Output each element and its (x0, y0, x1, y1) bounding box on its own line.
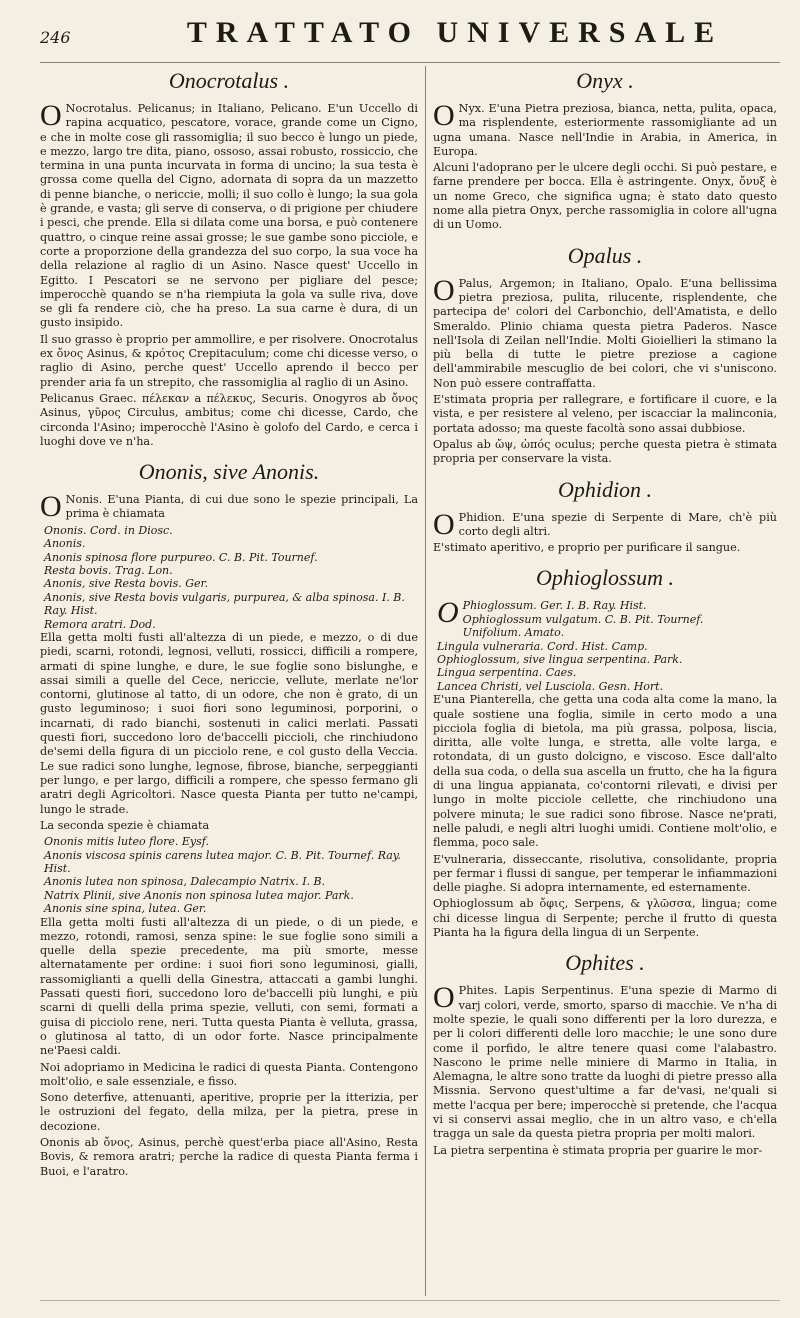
ononis-para: Ononis ab ὄνος, Asinus, perchè quest'erba piace all'Asino, Resta Bovis, & remora aratri; perche la radice di questa Pianta ferma i Buoi, e l'aratro. (40, 1136, 418, 1178)
column-divider (425, 66, 426, 1296)
onocrotalus-para-1: O Nocrotalus. Pelicanus; in Italiano, Pelicano. E'un Uccello di rapina acquatico, pescatore, vorace, grande come un Cigno, e che in molte cose gli rassomiglia; il suo becco è lungo un piede, e mezzo, largo tre dita, piano, ossoso, assai robusto, rossiccio, che termina in una punta incurvata in forma di uncino; la sua testa è grossa come quella del Cigno, adornata di sopra da un mazzetto di penne bianche, o nericcie, molli; il suo collo è lungo; la sua gola è grande, e vasta; gli serve di conserva, o di prigione per chiudere i pesci, che prende. Ella si dilata come una borsa, e può contenere quattro, o cinque reine assai grosse; le sue gambe sono picciole, e corte a proporzione della grandezza del suo corpo, la sua voce ha della relazione al raglio di un Asino. Nasce quest' Uccello in Egitto. I Pescatori se ne servono per pigliare del pesce; imperocchè quando se n'ha riempiuta la gola va sulle riva, dove se gli fa rendere ciò, che ha preso. La sua carne è dura, di un gusto insipido. (40, 99, 418, 330)
ononis-intro: O Nonis. E'una Pianta, di cui due sono le spezie principali, La prima è chiamata (40, 490, 418, 524)
running-head-title: TRATTATO UNIVERSALE (186, 16, 724, 49)
ononis-synonym: Anonis viscosa spinis carens lutea major. C. B. Pit. Tournef. Ray. Hist. (44, 848, 402, 875)
dropcap: O (433, 99, 455, 132)
ononis-synonym: Ononis mitis luteo flore. Eysf. (44, 835, 209, 849)
left-column (40, 68, 418, 1181)
ononis-synonym: Anonis lutea non spinosa, Dalecampio Natrix. I. B. (44, 875, 326, 889)
ononis-synonym: Anonis sine spina, lutea. Ger. (44, 902, 207, 916)
entry-title-ophioglossum: Ophioglossum . (535, 565, 675, 591)
ononis-synonym: Anonis. (44, 537, 86, 551)
ophioglossum-synonym: Unifolium. Amato. (462, 626, 565, 640)
ononis-synonym: Anonis spinosa flore purpureo. C. B. Pit. Tournef. (44, 550, 318, 564)
ophites-para: La pietra serpentina è stimata propria per guarire le mor- (433, 1143, 763, 1157)
ophioglossum-synonym: Lingua serpentina. Caes. (437, 666, 577, 680)
entry-title-ononis: Ononis, sive Anonis. (138, 459, 320, 485)
dropcap: O (40, 490, 62, 524)
ononis-para: Sono deterfive, attenuanti, aperitive, proprie per la itterizia, per le ostruzioni del fegato, della milza, per la pietra, prese in decozione. (40, 1091, 418, 1133)
ophidion-para: O Phidion. E'una spezie di Serpente di Mare, ch'è più corto degli altri. (433, 507, 777, 541)
entry-title-opalus: Opalus . (567, 242, 643, 268)
page-number: 246 (40, 28, 71, 47)
ophioglossum-para: E'una Pianterella, che getta una coda alta come la mano, la quale sostiene una foglia, simile in certo modo a una picciola foglia di bietola, ma più grassa, polposa, liscia, diritta, alle volte lunga, e stretta, alle volte larga, e rotondata, di un gusto dolcigno, e viscoso. Esce dall'alto della sua coda, o della sua ascella un frutto, che ha la figura di una lingua appianata, co'contorni rilevati, e divisi per lungo in molte picciole cellette, che rinchiudono una polvere minuta; le sue radici sono fibrose. Nasce ne'prati, nelle paludi, e negli altri luoghi umidi. Contiene molt'olio, e flemma, poco sale. (433, 693, 777, 850)
ononis-synonym: Natrix Plinii, sive Anonis non spinosa lutea major. Park. (44, 888, 354, 902)
right-column (433, 68, 777, 1160)
ophites-para: O Phites. Lapis Serpentinus. E'una spezie di Marmo di varj colori, verde, smorto, sparso di macchie. Ve n'ha di molte spezie, le quali sono differenti per la loro durezza, e per li colori differenti delle loro macchie; le une sono dure come il porfido, le altre tenere quasi come l'alabastro. Nascono le prime nelle miniere di Marmo in Italia, in Alemagna, le altre sono tratte da luoghi di pietre presso alla Missnia. Servono quest'ultime a far de'vasi, ne'quali si mette l'acqua per bere; imperocchè si pretende, che l'acqua vi si conservi assai meglio, che in un altro vaso, e ch'ella tragga un sale da questa pietra propria per molti malori. (433, 981, 777, 1141)
ophioglossum-synonym: Ophioglossum, sive lingua serpentina. Park. (437, 653, 683, 667)
onocrotalus-para-3: Pelicanus Graec. πέλεκαν a πέλεκυς, Securis. Onogyros ab ὄνος Asinus, γῦρος Circulus, ambitus; come chi dicesse, Cardo, che circonda l'Asino; imperocchè l'Asino è golofo del Cardo, e cerca i luoghi dove ve n'ha. (40, 391, 418, 448)
ophioglossum-synonym: Lingula vulneraria. Cord. Hist. Camp. (437, 639, 648, 653)
ononis-para: La seconda spezie è chiamata (40, 818, 210, 832)
ophioglossum-synonym: Ophioglossum vulgatum. C. B. Pit. Tournef. (462, 612, 704, 626)
header-rule (40, 62, 780, 63)
ophioglossum-para: E'vulneraria, disseccante, risolutiva, consolidante, propria per fermar i flussi di sangue, per temperar le infiammazioni delle piaghe. Si adopra internamente, ed esternamente. (433, 852, 777, 895)
ononis-synonym: Anonis, sive Resta bovis. Ger. (44, 577, 209, 591)
opalus-para: O Palus, Argemon; in Italiano, Opalo. E'una bellissima pietra preziosa, pulita, rilucente, risplendente, che partecipa de' colori del Carbonchio, dell'Amatista, e dello Smeraldo. Plinio chiama questa pietra Paderos. Nasce nell'Isola di Zeilan nell'Indie. Molti Gioiellieri la stimano la più bella di tutte le pietre preziose a cagione dell'ammirabile mescuglio de bei colori, che vi s'uniscono. Non può essere contraffatta. (433, 273, 777, 390)
ononis-synonym: Ononis. Cord. in Diosc. (44, 523, 173, 537)
ononis-para: Noi adopriamo in Medicina le radici di questa Pianta. Contengono molt'olio, e sale essenziale, e fisso. (40, 1060, 418, 1088)
entry-title-ophites: Ophites . (565, 950, 645, 976)
dropcap: O (433, 273, 455, 307)
ophioglossum-synonym: Lancea Christi, vel Lusciola. Gesn. Hort. (437, 679, 664, 693)
dropcap: O (433, 981, 455, 1015)
ophidion-para: E'stimato aperitivo, e proprio per purificare il sangue. (433, 541, 741, 555)
opalus-para: Opalus ab ὤψ, ὠπός oculus; perche questa pietra è stimata propria per conservare la vista. (433, 437, 777, 466)
dropcap: O (40, 99, 62, 132)
opalus-para: E'stimata propria per rallegrare, e fortificare il cuore, e la vista, e per resistere al veleno, per iscacciar la malinconia, portata adosso; ma queste facoltà sono assai dubbiose. (433, 393, 777, 435)
onocrotalus-para-2: Il suo grasso è proprio per ammollire, e per risolvere. Onocrotalus ex ὄνος Asinus, & κρότος Crepitaculum; come chi dicesse verso, o raglio di Asino, perche quest' Uccello aprendo il becco per prender aria fa un strepito, che rassomiglia al raglio di un Asino. (40, 332, 418, 389)
ononis-synonym: Resta bovis. Trag. Lon. (44, 563, 173, 577)
entry-title-ophidion: Ophidion . (557, 476, 653, 502)
onyx-para: O Nyx. E'una Pietra preziosa, bianca, netta, pulita, opaca, ma risplendente, esteriormente rassomigliante ad un ugna umana. Nasce nell'Indie in Arabia, in America, in Europa. (433, 99, 777, 158)
onyx-para: Alcuni l'adoprano per le ulcere degli occhi. Si può pestare, e farne prendere per bocca. Ella è astringente. Onyx, ὄνυξ è un nome Greco, che significa ugna; è stato dato questo nome alla pietra Onyx, perche rassomiglia in colore all'ugna di un Uomo. (433, 161, 777, 232)
ononis-para: Ella getta molti fusti all'altezza di un piede, e mezzo, o di due piedi, scarni, rotondi, legnosi, velluti, rossicci, difficili a rompere, armati di spine lunghe, e dure, le sue foglie sono bislunghe, e assai simili a quelle del Cece, nericcie, vellute, merlate ne'lor contorni, glutinose al tatto, di un odore, che non è grato, di un gusto leguminoso; i suoi fiori sono leguminosi, porporini, o incarnati, di rado bianchi, sostenuti in calici merlati. Passati questi fiori, succedono loro de'baccelli piccioli, che rinchiudono de'semi della figura di un picciolo rene, e col gusto della Veccia. Le sue radici sono lunghe, legnose, fibrose, bianche, serpeggianti per lungo, e per largo, difficili a rompere, che spesso fermano gli aratri degli Agricoltori. Nasce questa Pianta per tutto ne'campi, lungo le strade. (40, 630, 418, 816)
entry-title-onyx: Onyx . (576, 68, 634, 93)
ophioglossum-synonym: O Phioglossum. Ger. I. B. Ray. Hist. (437, 596, 647, 630)
running-head (40, 14, 780, 56)
dropcap: O (433, 507, 455, 541)
ophioglossum-para: Ophioglossum ab ὄφις, Serpens, & γλῶσσα, lingua; come chi dicesse lingua di Serpente; perche il frutto di questa Pianta ha la figura della lingua di un Serpente. (433, 897, 777, 940)
dropcap: O (437, 596, 459, 630)
ononis-synonym: Anonis, sive Resta bovis vulgaris, purpurea, & alba spinosa. I. B. Ray. Hist. (44, 590, 405, 618)
ononis-synonym: Remora aratri. Dod. (44, 617, 156, 631)
ononis-para: Ella getta molti fusti all'altezza di un piede, o di un piede, e mezzo, rotondi, ramosi, senza spine: le sue foglie sono simili a quelle della spezie precedente, ma più smorte, messe alternatamente per ordine: i suoi fiori sono leguminosi, gialli, rassomiglianti a quelli della Ginestra, attaccati a gambi lunghi. Passati questi fiori, succedono loro de'baccelli più lunghi, e più scarni di quelli della prima spezie, velluti, con semi, formati a guisa di picciolo rene, neri. Tutta questa Pianta è velluta, grassa, o glutinosa al tatto, di un odor forte. Nasce principalmente ne'Paesi caldi. (40, 915, 418, 1058)
entry-title-onocrotalus: Onocrotalus . (168, 68, 290, 93)
bottom-edge (40, 1300, 780, 1301)
